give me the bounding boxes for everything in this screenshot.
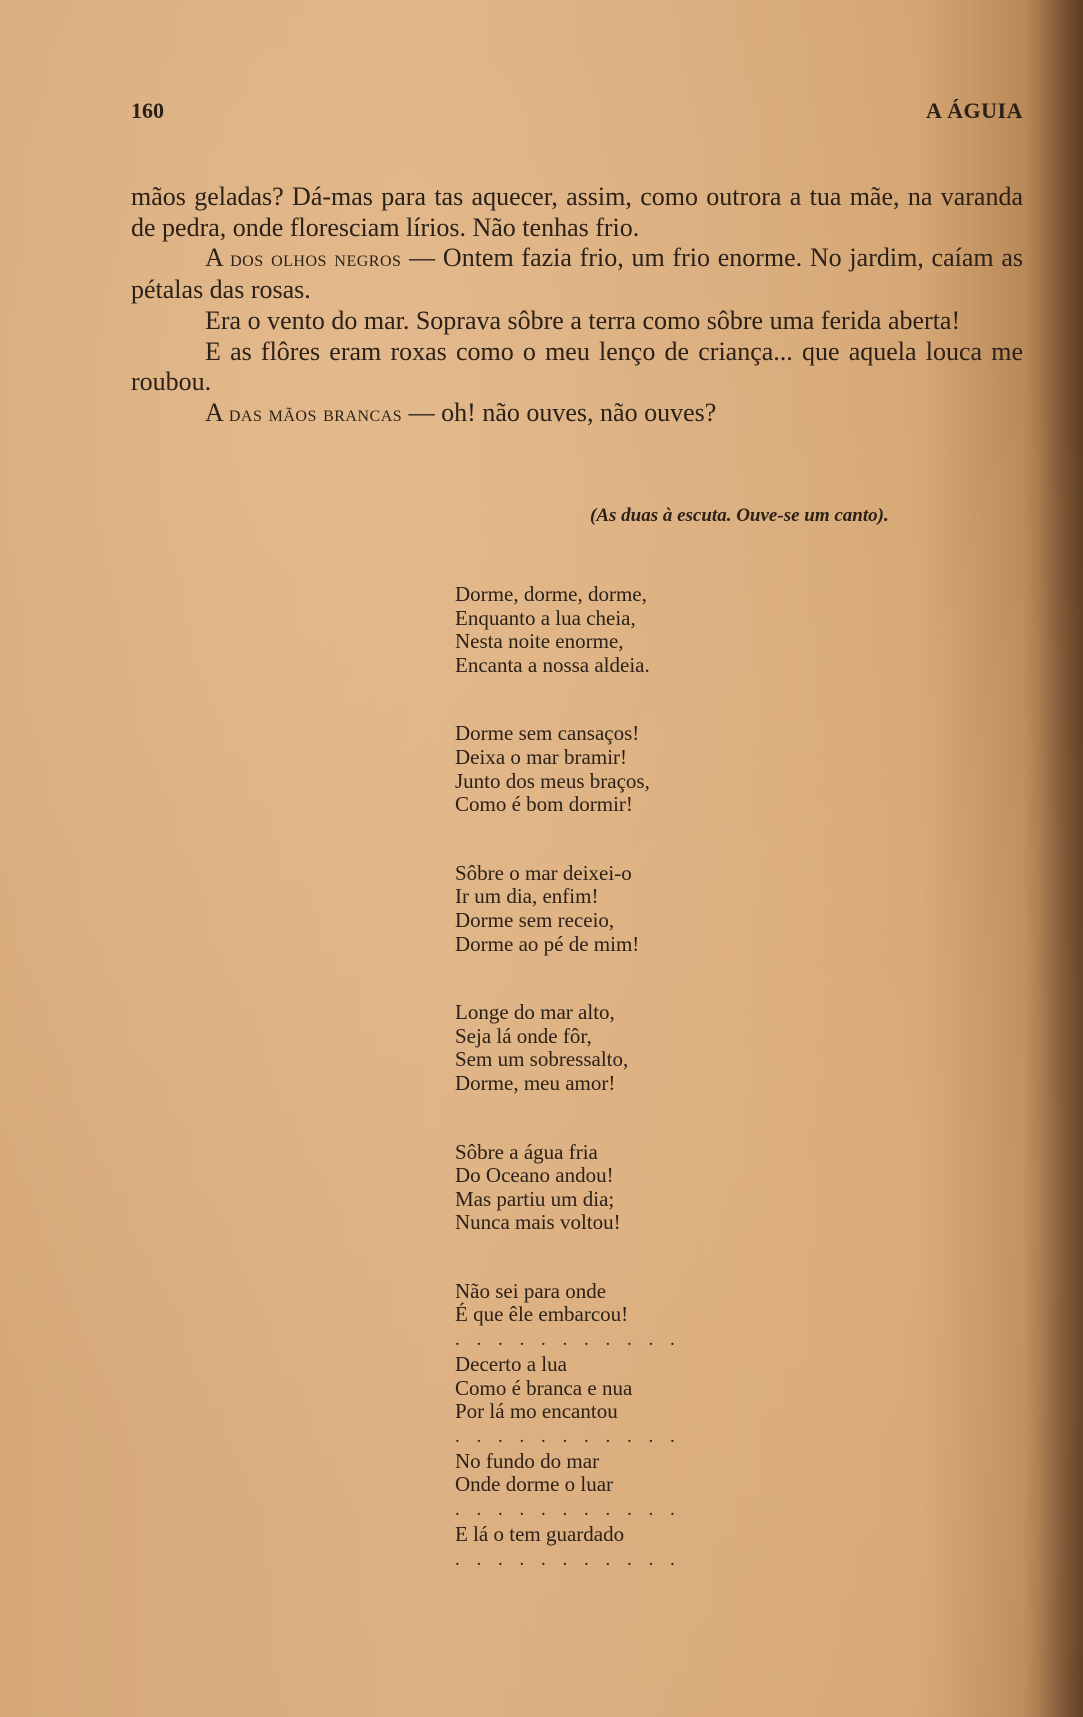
verse-line: Encanta a nossa aldeia. [455, 652, 650, 677]
verse-line: No fundo do mar [455, 1448, 600, 1473]
prose-paragraph-2: A dos olhos negros — Ontem fazia frio, um frio enorme. No jardim, caíam as pétalas das rosas. [131, 243, 1024, 305]
verse-line: Como é branca e nua [455, 1375, 633, 1400]
prose-block [131, 182, 1023, 430]
verse-line: Nesta noite enorme, [455, 629, 624, 654]
running-header-title: A ÁGUIA [925, 98, 1023, 123]
prose-paragraph-3: Era o vento do mar. Soprava sôbre a terra como sôbre uma ferida aberta! [205, 305, 961, 335]
verse-line: Sôbre o mar deixei-o [455, 860, 632, 885]
verse-line: Mas partiu um dia; [455, 1186, 615, 1211]
prose-paragraph-5: A das mãos brancas — oh! não ouves, não ouves? [205, 397, 717, 427]
verse-line: Dorme ao pé de mim! [455, 931, 640, 956]
stanza-2 [455, 722, 775, 816]
ellipsis-row: . . . . . . . . . . . [455, 1548, 681, 1570]
page-edge-shadow [1023, 0, 1083, 1717]
verse-line: Deixa o mar bramir! [455, 744, 628, 769]
verse-line: Dorme, meu amor! [455, 1070, 616, 1095]
verse-line: Sem um sobressalto, [455, 1047, 629, 1072]
verse-line: Onde dorme o luar [455, 1472, 614, 1497]
verse-line: Não sei para onde [455, 1278, 607, 1303]
ellipsis-row: . . . . . . . . . . . [455, 1499, 681, 1521]
stage-direction: (As duas à escuta. Ouve-se um canto). [590, 505, 889, 526]
verse-line: Dorme sem receio, [455, 907, 615, 932]
verse-line: Seja lá onde fôr, [455, 1023, 592, 1048]
stanza-1 [455, 583, 775, 677]
verse-line: E lá o tem guardado [455, 1522, 625, 1547]
verse-line: Decerto a lua [455, 1352, 567, 1377]
prose-paragraph-1: mãos geladas? Dá-mas para tas aquecer, assim, como outrora a tua mãe, na varanda de pedra, onde floresciam lírios. Não tenhas frio. [131, 182, 1023, 242]
song-verses [455, 583, 775, 1573]
speaker-name: das mãos brancas [228, 400, 403, 426]
page-number: 160 [131, 98, 164, 123]
verse-line: Junto dos meus braços, [455, 768, 650, 793]
verse-line: Dorme, dorme, dorme, [455, 582, 647, 606]
stanza-4 [455, 1001, 775, 1095]
ellipsis-row: . . . . . . . . . . . [455, 1329, 681, 1351]
stanza-3 [455, 862, 775, 956]
verse-line: Como é bom dormir! [455, 792, 633, 817]
verse-line: Nunca mais voltou! [455, 1210, 621, 1235]
verse-line: Por lá mo encantou [455, 1399, 618, 1424]
verse-line: Enquanto a lua cheia, [455, 605, 636, 630]
prose-paragraph-4: E as flôres eram roxas como o meu lenço de criança... que aquela louca me roubou. [131, 336, 1023, 397]
verse-line: Longe do mar alto, [455, 1000, 615, 1025]
verse-line: Sôbre a água fria [455, 1139, 598, 1164]
fragment-group [455, 1280, 775, 1571]
verse-line: Ir um dia, enfim! [455, 884, 599, 909]
verse-line: É que êle embarcou! [455, 1302, 629, 1327]
stanza-5 [455, 1141, 775, 1235]
speaker-name: dos olhos negros [230, 246, 402, 272]
ellipsis-row: . . . . . . . . . . . [455, 1425, 681, 1447]
verse-line: Dorme sem cansaços! [455, 721, 640, 746]
verse-line: Do Oceano andou! [455, 1163, 614, 1188]
